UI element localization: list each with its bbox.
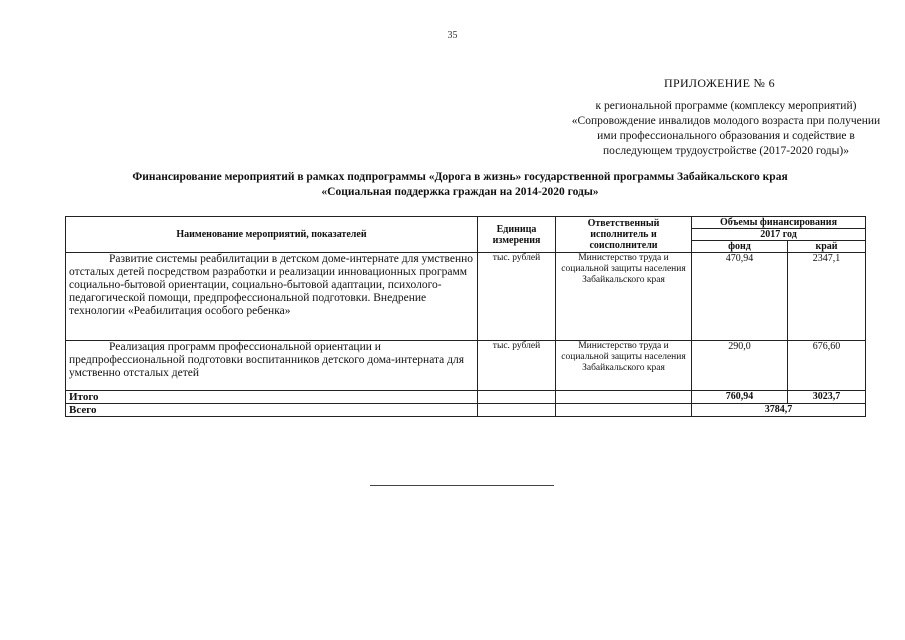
table-row [66,253,866,341]
row-fund: 290,0 [692,341,788,391]
header-region: край [788,241,866,253]
page-number: 35 [447,30,458,41]
vsego-row [66,404,866,417]
row-region: 2347,1 [788,253,866,341]
header-volumes: Объемы финансирования [692,217,866,229]
row-name: Развитие системы реабилитации в детском доме-интернате для умственно отсталых детей посредством разработки и реализации инновационных программ социально-бытовой ориентации, социально-бытовой адаптации, психолого-педагогической помощи, предпрофессиональной подготовки. Внедрение технологии «Реабилитация особого ребенка» [69,253,474,317]
header-unit: Единица измерения [478,217,556,253]
row-unit: тыс. рублей [478,341,556,391]
vsego-label: Всего [66,404,478,417]
document-title [60,170,860,200]
row-region: 676,60 [788,341,866,391]
itogo-label: Итого [66,391,478,404]
itogo-region: 3023,7 [788,391,866,404]
vsego-total: 3784,7 [692,404,866,417]
appendix-title: ПРИЛОЖЕНИЕ № 6 [664,76,775,90]
itogo-row [66,391,866,404]
row-name-cell [66,253,478,341]
header-executor: Ответственный исполнитель и соисполнители [556,217,692,253]
header-year: 2017 год [692,229,866,241]
footer-divider [370,485,554,486]
document-title-line1: Финансирование мероприятий в рамках подпрограммы «Дорога в жизнь» государственной программы Забайкальского края [132,171,788,183]
header-fund: фонд [692,241,788,253]
row-fund: 470,94 [692,253,788,341]
table-row [66,341,866,391]
header-name: Наименование мероприятий, показателей [66,217,478,253]
row-unit: тыс. рублей [478,253,556,341]
document-title-line2: «Социальная поддержка граждан на 2014-2020 годы» [321,186,599,198]
row-name: Реализация программ профессиональной ориентации и предпрофессиональной подготовки воспитанников детского дома-интерната для умственно отсталых детей [69,341,465,379]
appendix-subtitle: к региональной программе (комплексу мероприятий) «Сопровождение инвалидов молодого возраста при получении ими профессионального образования и содействие в последующем трудоустройстве (2017-2020 годы)» [571,100,881,157]
itogo-fund: 760,94 [692,391,788,404]
financing-table [65,216,866,417]
row-executor: Министерство труда и социальной защиты населения Забайкальского края [556,253,692,341]
row-name-cell [66,341,478,391]
row-executor: Министерство труда и социальной защиты населения Забайкальского края [556,341,692,391]
table-header-row [66,217,866,229]
